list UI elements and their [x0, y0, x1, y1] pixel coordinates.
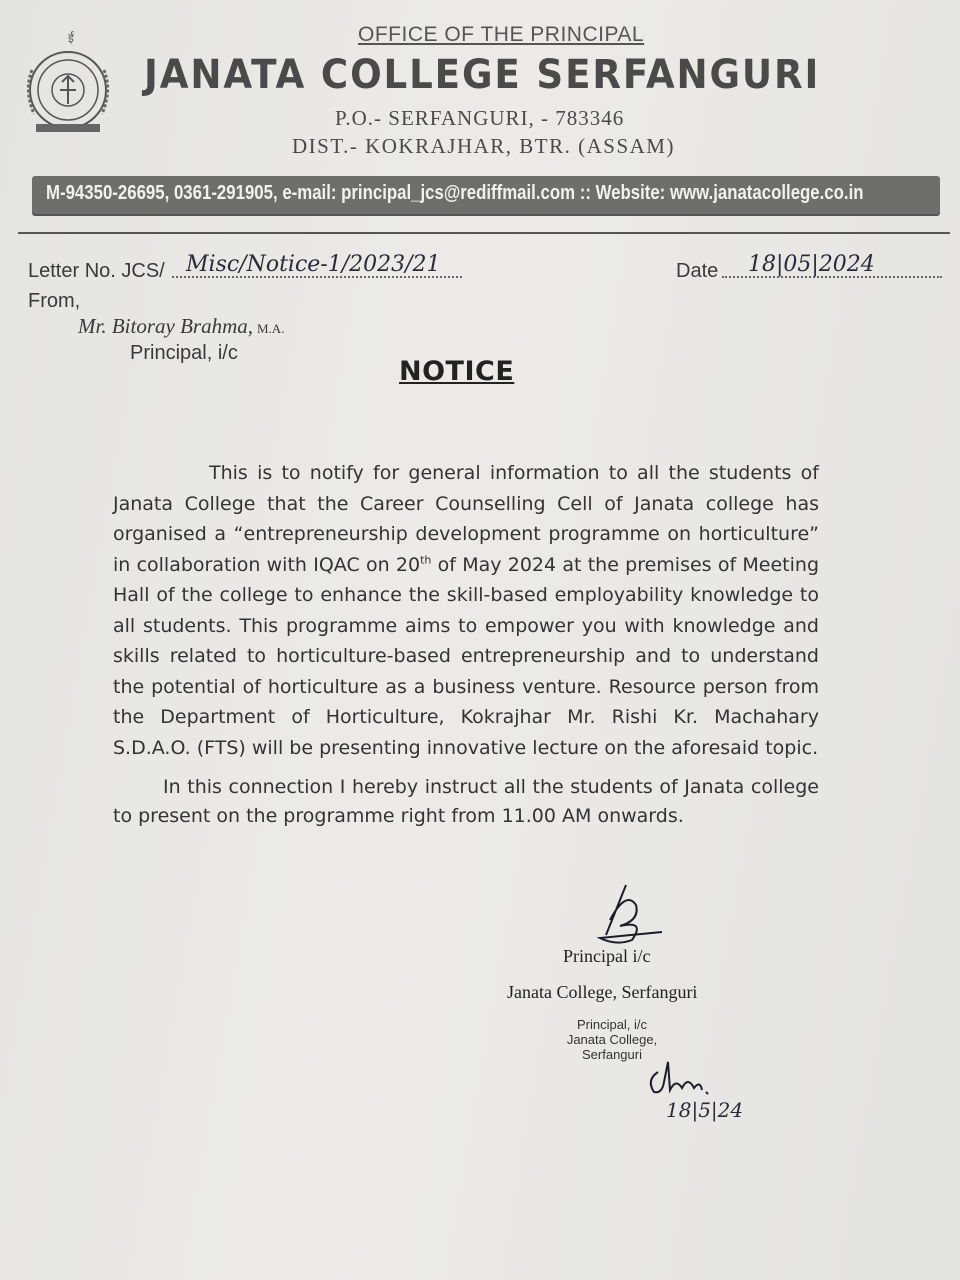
notice-heading: NOTICE	[399, 356, 515, 387]
sender-name	[78, 314, 284, 339]
sender-title: Principal, i/c	[130, 342, 238, 364]
stamp-line-2: Janata College,	[566, 1032, 658, 1047]
contact-info: M-94350-26695, 0361-291905, e-mail: principal_jcs@rediffmail.com :: Website: www.janatacollege.co.in	[46, 182, 864, 204]
office-heading: OFFICE OF THE PRINCIPAL	[358, 23, 645, 46]
college-name: JANATA COLLEGE SERFANGURI	[144, 52, 821, 98]
notice-para1-part-b: of May 2024 at the premises of Meeting Hall of the college to enhance the skill-based employability knowledge to all students. This programme aims to empower you with knowledge and skills related to horticulture-based entrepreneurship and to understand the potential of horticulture as a business venture. Resource person from the Department of Horticulture, Kokrajhar Mr. Rishi Kr. Machahary S.D.A.O. (FTS) will be presenting innovative lecture on the aforesaid topic.	[113, 553, 820, 759]
principal-signature	[596, 880, 666, 950]
from-label: From,	[28, 290, 81, 312]
principal-stamp	[556, 1017, 668, 1062]
date-label: Date	[676, 260, 719, 282]
notice-para1-part-a: This is to notify for general information to all the students of Janata College that the Career Counselling Cell of Janata college has organised a “entrepreneurship development programme on horticulture” in collaboration with IQAC on 20	[113, 462, 819, 576]
address-line-1: P.O.- SERFANGURI, - 783346	[335, 106, 625, 130]
sender-degree: M.A.	[257, 321, 285, 336]
signature-title: Principal i/c	[563, 946, 651, 966]
svg-text:ई: ई	[68, 31, 74, 45]
date-handwritten: 18|05|2024	[748, 252, 875, 277]
college-seal-logo	[20, 30, 120, 138]
initial-date: 18|5|24	[666, 1098, 744, 1122]
letter-number-handwritten: Misc/Notice-1/2023/21	[186, 252, 441, 277]
address-line-2: DIST.- KOKRAJHAR, BTR. (ASSAM)	[292, 134, 675, 158]
notice-body	[113, 458, 819, 831]
stamp-line-1: Principal, i/c	[576, 1017, 648, 1032]
notice-para1-superscript: th	[420, 553, 432, 567]
initial-signature	[640, 1058, 720, 1098]
header-divider	[18, 232, 950, 234]
sender-name-text: Mr. Bitoray Brahma,	[78, 314, 253, 338]
letter-number-label: Letter No. JCS/	[28, 260, 165, 282]
stamp-line-3: Serfanguri	[582, 1047, 642, 1062]
notice-paragraph-2: In this connection I hereby instruct all the students of Janata college to present on the programme right from 11.00 AM onwards.	[113, 776, 819, 827]
signature-college: Janata College, Serfanguri	[507, 982, 698, 1002]
notice-paragraph-1	[113, 458, 819, 763]
